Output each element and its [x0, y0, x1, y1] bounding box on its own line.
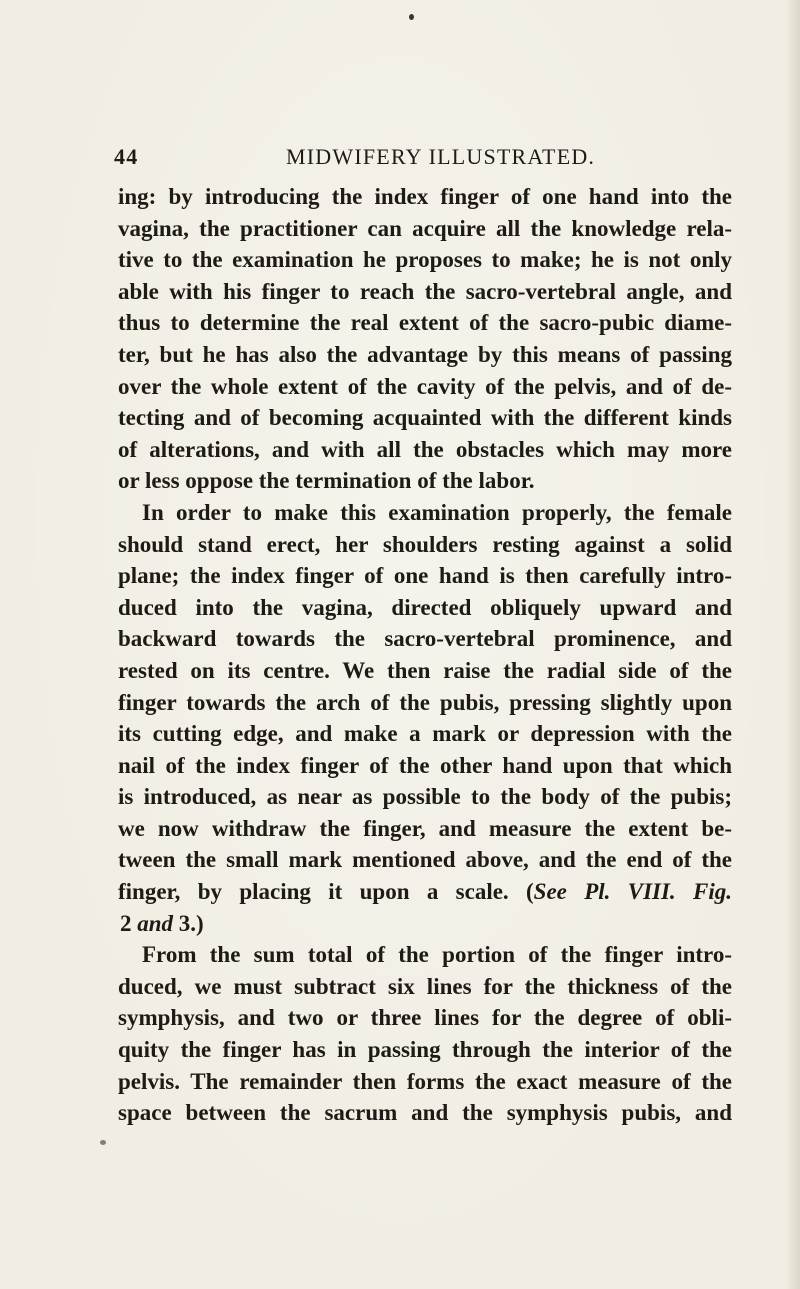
- ink-speck: [409, 14, 414, 20]
- text-line: tive to the examination he proposes to make; he is not only: [118, 247, 732, 273]
- text-line: thus to determine the real extent of the sacro-pubic diame-: [118, 310, 732, 336]
- page-number: 44: [114, 144, 139, 169]
- plate-reference: See Pl. VIII. Fig.: [533, 879, 732, 905]
- running-title: MIDWIFERY ILLUSTRATED.: [286, 144, 596, 169]
- text-line: ter, but he has also the advantage by this means of passing: [118, 341, 732, 367]
- text-line: able with his finger to reach the sacro-vertebral angle, and: [118, 278, 732, 304]
- figure-number: 3.): [178, 910, 204, 936]
- conjunction: and: [137, 910, 174, 936]
- body-text: [118, 181, 732, 1129]
- text-line: backward towards the sacro-vertebral prominence, and: [118, 626, 732, 652]
- text-line: space between the sacrum and the symphysis pubis, and: [118, 1100, 732, 1126]
- text-line: plane; the index finger of one hand is then carefully intro-: [118, 563, 732, 589]
- text-fragment: finger, by placing it upon a scale. (: [118, 879, 534, 905]
- text-line: of alterations, and with all the obstacles which may more: [118, 436, 732, 462]
- text-line: tecting and of becoming acquainted with the different kinds: [118, 405, 732, 431]
- text-line: quity the finger has in passing through the interior of the: [118, 1037, 732, 1063]
- text-line: In order to make this examination properly, the female: [142, 499, 732, 525]
- text-line: pelvis. The remainder then forms the exact measure of the: [118, 1068, 732, 1094]
- text-line: over the whole extent of the cavity of the pelvis, and of de-: [118, 373, 732, 399]
- paragraph: [118, 497, 732, 939]
- text-line: should stand erect, her shoulders resting against a solid: [118, 531, 732, 557]
- paragraph: [118, 939, 732, 1129]
- text-line: ing: by introducing the index finger of one hand into the: [118, 184, 732, 209]
- text-line: duced, we must subtract six lines for the thickness of the: [118, 973, 732, 999]
- text-line: is introduced, as near as possible to the body of the pubis;: [118, 784, 732, 810]
- text-line: vagina, the practitioner can acquire all the knowledge rela-: [118, 215, 732, 241]
- text-line: rested on its centre. We then raise the radial side of the: [118, 657, 732, 683]
- text-line-with-reference: [118, 876, 732, 908]
- text-line: symphysis, and two or three lines for the degree of obli-: [118, 1005, 732, 1031]
- page-edge-shadow: [786, 0, 800, 1289]
- text-line: we now withdraw the finger, and measure the extent be-: [118, 815, 732, 841]
- ink-speck: [100, 1140, 106, 1145]
- page-header: [114, 144, 634, 174]
- text-line: tween the small mark mentioned above, and the end of the: [118, 847, 732, 873]
- paragraph: [118, 181, 732, 497]
- text-line: From the sum total of the portion of the finger intro-: [142, 942, 732, 968]
- figure-number: 2: [120, 910, 132, 936]
- text-line: [118, 908, 732, 940]
- text-line: finger towards the arch of the pubis, pressing slightly upon: [118, 689, 732, 715]
- text-line: duced into the vagina, directed obliquely upward and: [118, 594, 732, 620]
- text-line: its cutting edge, and make a mark or depression with the: [118, 721, 732, 747]
- text-line: or less oppose the termination of the labor.: [118, 468, 535, 494]
- text-line: nail of the index finger of the other hand upon that which: [118, 752, 732, 778]
